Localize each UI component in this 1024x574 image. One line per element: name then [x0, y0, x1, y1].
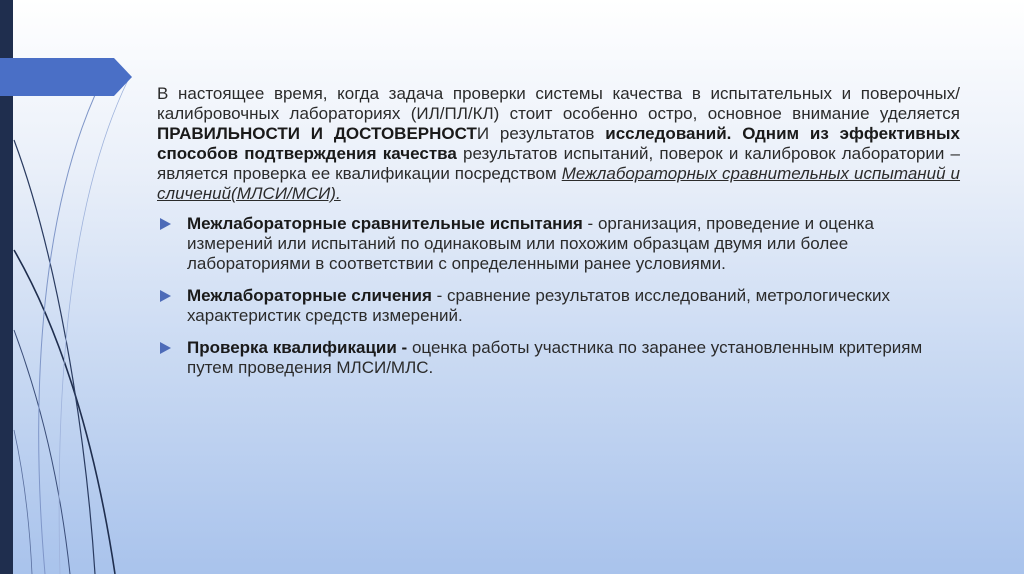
slide-arrow-tab [0, 58, 132, 96]
bullet-item-mlsi [157, 214, 960, 274]
intro-bold-1: ПРАВИЛЬНОСТИ И ДОСТОВЕРНОСТ [157, 124, 477, 143]
bullet-separator: - [582, 214, 598, 233]
bullet-text: оценка работы участника по заранее установленным критериям путем проведения МЛСИ/МЛС. [187, 338, 923, 377]
intro-bold-2: исследований. Одним из эффективных способов подтверждения качества [157, 124, 961, 163]
intro-text-1: В настоящее время, когда задача проверки системы качества в испытательных и поверочных/калибровочных лабораториях (ИЛ/ПЛ/КЛ) стоит особенно остро, основное внимание уделяется [157, 84, 960, 123]
bullet-term: Проверка квалификации - [187, 338, 408, 357]
bullet-item-msi [157, 286, 960, 326]
bullet-list [157, 214, 960, 378]
bullet-text: организация, проведение и оценка измерений или испытаний по одинаковым или похожим образцам двумя или более лабораториями в соответствии с определенными ранее условиями. [187, 214, 874, 273]
bullet-separator: - [431, 286, 448, 305]
triangle-bullet-icon [160, 290, 171, 302]
intro-text-3: результатов испытаний, поверок и калибровок лаборатории – является проверка ее квалификации посредством [157, 144, 960, 183]
bullet-text: сравнение результатов исследований, метрологических характеристик средств измерений. [187, 286, 890, 325]
bullet-term: Межлабораторные сличения [187, 286, 432, 305]
triangle-bullet-icon [160, 342, 171, 354]
intro-italic-link: Межлабораторных сравнительных испытаний и сличений(МЛСИ/МСИ). [157, 164, 961, 203]
intro-text-2: И результатов [476, 124, 606, 143]
bullet-item-proficiency [157, 338, 960, 378]
intro-paragraph [157, 84, 960, 204]
triangle-bullet-icon [160, 218, 171, 230]
bullet-term: Межлабораторные сравнительные испытания [187, 214, 583, 233]
slide-content [157, 84, 960, 390]
